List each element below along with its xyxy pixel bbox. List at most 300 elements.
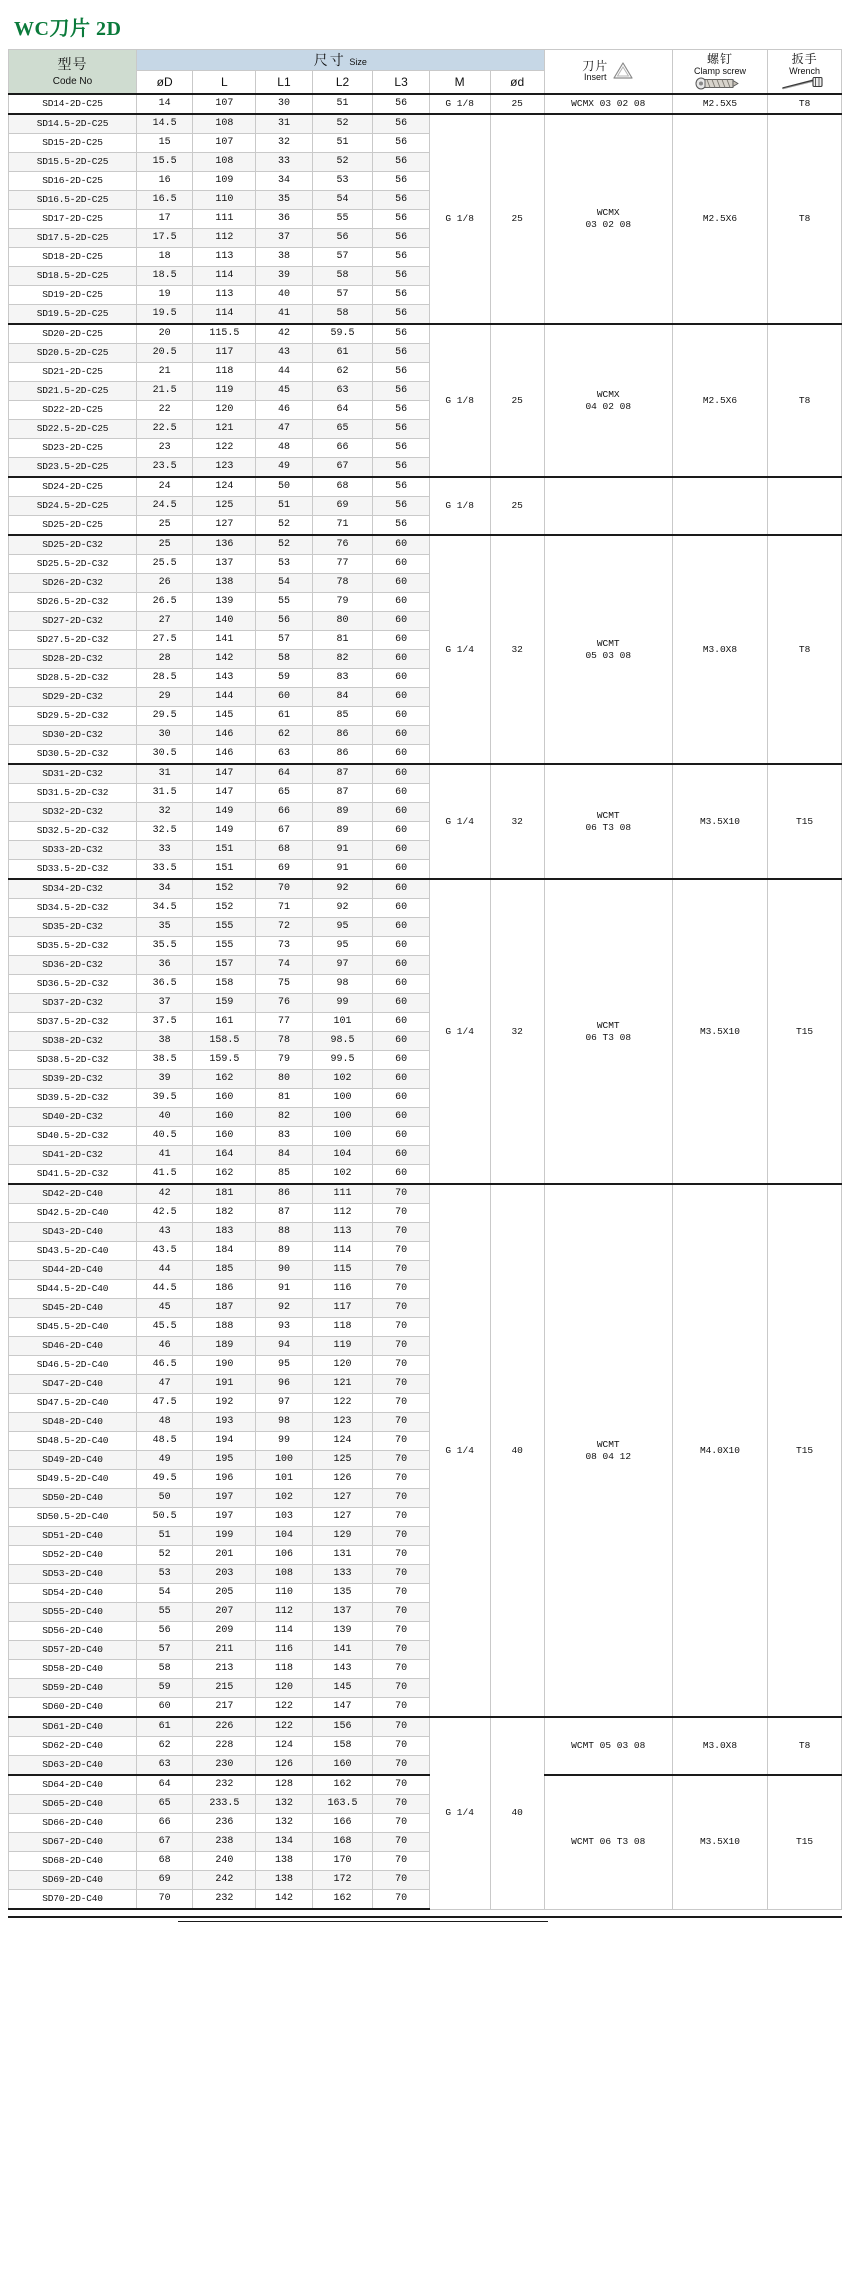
l3-cell: 60 xyxy=(373,1108,429,1127)
l1-cell: 38 xyxy=(256,248,312,267)
l-cell: 161 xyxy=(193,1013,256,1032)
l1-cell: 89 xyxy=(256,1242,312,1261)
code-cell: SD36.5-2D-C32 xyxy=(9,975,137,994)
wrench-cell xyxy=(768,477,842,535)
l3-cell: 56 xyxy=(373,439,429,458)
code-cell: SD52-2D-C40 xyxy=(9,1546,137,1565)
insert-line-2: 05 03 08 xyxy=(585,649,632,661)
l1-cell: 32 xyxy=(256,134,312,153)
l-cell: 117 xyxy=(193,344,256,363)
l3-cell: 70 xyxy=(373,1698,429,1718)
d-cell: 28.5 xyxy=(136,669,192,688)
insert-cell xyxy=(544,477,672,535)
d-cell: 16.5 xyxy=(136,191,192,210)
l1-cell: 66 xyxy=(256,803,312,822)
l3-cell: 70 xyxy=(373,1737,429,1756)
l1-cell: 34 xyxy=(256,172,312,191)
d-cell: 38 xyxy=(136,1032,192,1051)
l1-cell: 99 xyxy=(256,1432,312,1451)
l-cell: 112 xyxy=(193,229,256,248)
d-cell: 49 xyxy=(136,1451,192,1470)
d-cell: 45.5 xyxy=(136,1318,192,1337)
l1-cell: 82 xyxy=(256,1108,312,1127)
l-cell: 230 xyxy=(193,1756,256,1776)
wrench-cell: T15 xyxy=(768,1775,842,1909)
d-cell: 39.5 xyxy=(136,1089,192,1108)
l3-cell: 70 xyxy=(373,1756,429,1776)
insert-cell xyxy=(544,879,672,1184)
l1-cell: 53 xyxy=(256,555,312,574)
l3-cell: 70 xyxy=(373,1527,429,1546)
l-cell: 113 xyxy=(193,248,256,267)
d-cell: 18.5 xyxy=(136,267,192,286)
d-cell: 46.5 xyxy=(136,1356,192,1375)
d-cell: 31 xyxy=(136,764,192,784)
code-cell: SD43-2D-C40 xyxy=(9,1223,137,1242)
code-cell: SD42-2D-C40 xyxy=(9,1184,137,1204)
l3-cell: 56 xyxy=(373,286,429,305)
l1-cell: 42 xyxy=(256,324,312,344)
l-cell: 146 xyxy=(193,745,256,765)
d-cell: 65 xyxy=(136,1795,192,1814)
l-cell: 118 xyxy=(193,363,256,382)
l-cell: 182 xyxy=(193,1204,256,1223)
l2-cell: 99.5 xyxy=(312,1051,373,1070)
l-cell: 136 xyxy=(193,535,256,555)
l-cell: 110 xyxy=(193,191,256,210)
l-cell: 142 xyxy=(193,650,256,669)
d-cell: 32.5 xyxy=(136,822,192,841)
d-cell: 43 xyxy=(136,1223,192,1242)
l1-cell: 50 xyxy=(256,477,312,497)
header-insert-cn: 刀片 xyxy=(582,58,609,73)
code-cell: SD37.5-2D-C32 xyxy=(9,1013,137,1032)
d-cell: 25 xyxy=(136,535,192,555)
code-cell: SD49.5-2D-C40 xyxy=(9,1470,137,1489)
l-cell: 113 xyxy=(193,286,256,305)
l1-cell: 56 xyxy=(256,612,312,631)
l2-cell: 145 xyxy=(312,1679,373,1698)
code-cell: SD25.5-2D-C32 xyxy=(9,555,137,574)
l2-cell: 127 xyxy=(312,1489,373,1508)
header-size-en: Size xyxy=(349,57,367,67)
l1-cell: 114 xyxy=(256,1622,312,1641)
d-cell: 37 xyxy=(136,994,192,1013)
code-cell: SD58-2D-C40 xyxy=(9,1660,137,1679)
code-cell: SD35-2D-C32 xyxy=(9,918,137,937)
l1-cell: 72 xyxy=(256,918,312,937)
l-cell: 152 xyxy=(193,899,256,918)
insert-cell xyxy=(544,535,672,764)
d-cell: 18 xyxy=(136,248,192,267)
l1-cell: 93 xyxy=(256,1318,312,1337)
l1-cell: 124 xyxy=(256,1737,312,1756)
l-cell: 159 xyxy=(193,994,256,1013)
code-cell: SD22.5-2D-C25 xyxy=(9,420,137,439)
m-cell: G 1/8 xyxy=(429,324,490,477)
l2-cell: 78 xyxy=(312,574,373,593)
l1-cell: 57 xyxy=(256,631,312,650)
insert-cell xyxy=(544,114,672,324)
header-wrench xyxy=(768,50,842,95)
l1-cell: 69 xyxy=(256,860,312,880)
d-cell: 44.5 xyxy=(136,1280,192,1299)
l1-cell: 75 xyxy=(256,975,312,994)
code-cell: SD15-2D-C25 xyxy=(9,134,137,153)
od-cell: 25 xyxy=(490,114,544,324)
code-cell: SD27.5-2D-C32 xyxy=(9,631,137,650)
l3-cell: 70 xyxy=(373,1508,429,1527)
code-cell: SD59-2D-C40 xyxy=(9,1679,137,1698)
l-cell: 205 xyxy=(193,1584,256,1603)
l2-cell: 112 xyxy=(312,1204,373,1223)
l1-cell: 88 xyxy=(256,1223,312,1242)
l1-cell: 94 xyxy=(256,1337,312,1356)
l-cell: 127 xyxy=(193,516,256,536)
code-cell: SD50-2D-C40 xyxy=(9,1489,137,1508)
l-cell: 181 xyxy=(193,1184,256,1204)
l2-cell: 89 xyxy=(312,822,373,841)
d-cell: 66 xyxy=(136,1814,192,1833)
l2-cell: 122 xyxy=(312,1394,373,1413)
code-cell: SD51-2D-C40 xyxy=(9,1527,137,1546)
wrench-cell: T8 xyxy=(768,1717,842,1775)
code-cell: SD31-2D-C32 xyxy=(9,764,137,784)
l2-cell: 89 xyxy=(312,803,373,822)
l-cell: 137 xyxy=(193,555,256,574)
l2-cell: 56 xyxy=(312,229,373,248)
l1-cell: 132 xyxy=(256,1795,312,1814)
l3-cell: 60 xyxy=(373,841,429,860)
l-cell: 184 xyxy=(193,1242,256,1261)
l3-cell: 60 xyxy=(373,1127,429,1146)
l2-cell: 81 xyxy=(312,631,373,650)
l3-cell: 56 xyxy=(373,191,429,210)
l1-cell: 106 xyxy=(256,1546,312,1565)
d-cell: 20 xyxy=(136,324,192,344)
l1-cell: 83 xyxy=(256,1127,312,1146)
l1-cell: 96 xyxy=(256,1375,312,1394)
header-col-m: M xyxy=(429,71,490,95)
header-code-no xyxy=(9,50,137,95)
d-cell: 50 xyxy=(136,1489,192,1508)
l-cell: 189 xyxy=(193,1337,256,1356)
clamp-screw-cell: M2.5X6 xyxy=(672,324,767,477)
d-cell: 22.5 xyxy=(136,420,192,439)
l1-cell: 49 xyxy=(256,458,312,478)
l2-cell: 99 xyxy=(312,994,373,1013)
d-cell: 70 xyxy=(136,1890,192,1910)
l1-cell: 122 xyxy=(256,1717,312,1737)
code-cell: SD33-2D-C32 xyxy=(9,841,137,860)
l2-cell: 120 xyxy=(312,1356,373,1375)
d-cell: 33.5 xyxy=(136,860,192,880)
l2-cell: 79 xyxy=(312,593,373,612)
l1-cell: 61 xyxy=(256,707,312,726)
l2-cell: 123 xyxy=(312,1413,373,1432)
insert-line-2: 08 04 12 xyxy=(585,1450,632,1462)
l3-cell: 60 xyxy=(373,1013,429,1032)
code-cell: SD62-2D-C40 xyxy=(9,1737,137,1756)
l-cell: 139 xyxy=(193,593,256,612)
l-cell: 146 xyxy=(193,726,256,745)
d-cell: 32 xyxy=(136,803,192,822)
l2-cell: 166 xyxy=(312,1814,373,1833)
l2-cell: 143 xyxy=(312,1660,373,1679)
l2-cell: 172 xyxy=(312,1871,373,1890)
l3-cell: 70 xyxy=(373,1261,429,1280)
l2-cell: 100 xyxy=(312,1127,373,1146)
l2-cell: 119 xyxy=(312,1337,373,1356)
code-cell: SD30.5-2D-C32 xyxy=(9,745,137,765)
header-col-l2: L2 xyxy=(312,71,373,95)
l3-cell: 60 xyxy=(373,1051,429,1070)
l1-cell: 51 xyxy=(256,497,312,516)
l2-cell: 170 xyxy=(312,1852,373,1871)
l3-cell: 70 xyxy=(373,1622,429,1641)
l1-cell: 76 xyxy=(256,994,312,1013)
l2-cell: 86 xyxy=(312,745,373,765)
d-cell: 16 xyxy=(136,172,192,191)
code-cell: SD47.5-2D-C40 xyxy=(9,1394,137,1413)
code-cell: SD46.5-2D-C40 xyxy=(9,1356,137,1375)
l3-cell: 60 xyxy=(373,1070,429,1089)
l3-cell: 60 xyxy=(373,612,429,631)
l1-cell: 122 xyxy=(256,1698,312,1718)
d-cell: 42.5 xyxy=(136,1204,192,1223)
l-cell: 108 xyxy=(193,114,256,134)
l2-cell: 100 xyxy=(312,1108,373,1127)
header-insert xyxy=(544,50,672,95)
d-cell: 26 xyxy=(136,574,192,593)
header-insert-en: Insert xyxy=(583,72,607,83)
l3-cell: 70 xyxy=(373,1470,429,1489)
l-cell: 191 xyxy=(193,1375,256,1394)
triangle-insert-icon xyxy=(612,61,634,83)
d-cell: 23.5 xyxy=(136,458,192,478)
l-cell: 187 xyxy=(193,1299,256,1318)
d-cell: 25.5 xyxy=(136,555,192,574)
l2-cell: 137 xyxy=(312,1603,373,1622)
code-cell: SD56-2D-C40 xyxy=(9,1622,137,1641)
l-cell: 144 xyxy=(193,688,256,707)
clamp-screw-cell: M3.5X10 xyxy=(672,1775,767,1909)
od-cell: 25 xyxy=(490,324,544,477)
l1-cell: 86 xyxy=(256,1184,312,1204)
wrench-cell: T8 xyxy=(768,324,842,477)
od-cell: 32 xyxy=(490,535,544,764)
table-row xyxy=(9,1775,842,1795)
l2-cell: 86 xyxy=(312,726,373,745)
l3-cell: 60 xyxy=(373,784,429,803)
l1-cell: 68 xyxy=(256,841,312,860)
d-cell: 40 xyxy=(136,1108,192,1127)
l1-cell: 120 xyxy=(256,1679,312,1698)
header-wrench-en: Wrench xyxy=(789,65,821,76)
code-cell: SD20.5-2D-C25 xyxy=(9,344,137,363)
code-cell: SD57-2D-C40 xyxy=(9,1641,137,1660)
l-cell: 211 xyxy=(193,1641,256,1660)
l3-cell: 70 xyxy=(373,1641,429,1660)
l-cell: 109 xyxy=(193,172,256,191)
d-cell: 69 xyxy=(136,1871,192,1890)
l1-cell: 134 xyxy=(256,1833,312,1852)
l-cell: 190 xyxy=(193,1356,256,1375)
l3-cell: 60 xyxy=(373,688,429,707)
l-cell: 125 xyxy=(193,497,256,516)
l3-cell: 56 xyxy=(373,363,429,382)
d-cell: 17.5 xyxy=(136,229,192,248)
l3-cell: 56 xyxy=(373,477,429,497)
l3-cell: 70 xyxy=(373,1775,429,1795)
code-cell: SD66-2D-C40 xyxy=(9,1814,137,1833)
d-cell: 40.5 xyxy=(136,1127,192,1146)
insert-cell xyxy=(544,324,672,477)
header-size-group xyxy=(136,50,544,71)
d-cell: 37.5 xyxy=(136,1013,192,1032)
l2-cell: 121 xyxy=(312,1375,373,1394)
d-cell: 60 xyxy=(136,1698,192,1718)
l1-cell: 45 xyxy=(256,382,312,401)
l-cell: 207 xyxy=(193,1603,256,1622)
l2-cell: 115 xyxy=(312,1261,373,1280)
od-cell: 32 xyxy=(490,764,544,879)
l-cell: 151 xyxy=(193,841,256,860)
l-cell: 143 xyxy=(193,669,256,688)
d-cell: 47.5 xyxy=(136,1394,192,1413)
code-cell: SD44.5-2D-C40 xyxy=(9,1280,137,1299)
l3-cell: 70 xyxy=(373,1717,429,1737)
d-cell: 36.5 xyxy=(136,975,192,994)
l2-cell: 63 xyxy=(312,382,373,401)
d-cell: 29 xyxy=(136,688,192,707)
d-cell: 24 xyxy=(136,477,192,497)
insert-line-2: 03 02 08 xyxy=(585,219,632,230)
code-cell: SD18.5-2D-C25 xyxy=(9,267,137,286)
l3-cell: 70 xyxy=(373,1833,429,1852)
l3-cell: 70 xyxy=(373,1679,429,1698)
l2-cell: 71 xyxy=(312,516,373,536)
d-cell: 43.5 xyxy=(136,1242,192,1261)
l-cell: 157 xyxy=(193,956,256,975)
l1-cell: 54 xyxy=(256,574,312,593)
l3-cell: 56 xyxy=(373,305,429,325)
l2-cell: 117 xyxy=(312,1299,373,1318)
l1-cell: 110 xyxy=(256,1584,312,1603)
l-cell: 158 xyxy=(193,975,256,994)
l3-cell: 60 xyxy=(373,631,429,650)
d-cell: 33 xyxy=(136,841,192,860)
l1-cell: 84 xyxy=(256,1146,312,1165)
l-cell: 162 xyxy=(193,1165,256,1185)
l2-cell: 124 xyxy=(312,1432,373,1451)
screw-icon xyxy=(673,77,767,90)
l-cell: 140 xyxy=(193,612,256,631)
l3-cell: 70 xyxy=(373,1852,429,1871)
d-cell: 25 xyxy=(136,516,192,536)
l2-cell: 91 xyxy=(312,860,373,880)
table-row xyxy=(9,879,842,899)
l1-cell: 46 xyxy=(256,401,312,420)
l-cell: 203 xyxy=(193,1565,256,1584)
l2-cell: 80 xyxy=(312,612,373,631)
l-cell: 155 xyxy=(193,918,256,937)
l3-cell: 60 xyxy=(373,1146,429,1165)
l-cell: 188 xyxy=(193,1318,256,1337)
header-clamp-screw xyxy=(672,50,767,95)
l2-cell: 92 xyxy=(312,899,373,918)
l3-cell: 60 xyxy=(373,745,429,765)
wrench-cell: T8 xyxy=(768,114,842,324)
d-cell: 41 xyxy=(136,1146,192,1165)
code-cell: SD22-2D-C25 xyxy=(9,401,137,420)
l1-cell: 70 xyxy=(256,879,312,899)
l2-cell: 125 xyxy=(312,1451,373,1470)
l1-cell: 52 xyxy=(256,516,312,536)
l2-cell: 52 xyxy=(312,153,373,172)
l1-cell: 95 xyxy=(256,1356,312,1375)
code-cell: SD29.5-2D-C32 xyxy=(9,707,137,726)
l2-cell: 102 xyxy=(312,1165,373,1185)
l3-cell: 70 xyxy=(373,1795,429,1814)
l3-cell: 60 xyxy=(373,860,429,880)
l3-cell: 60 xyxy=(373,1032,429,1051)
insert-cell xyxy=(544,1184,672,1717)
code-cell: SD31.5-2D-C32 xyxy=(9,784,137,803)
l-cell: 138 xyxy=(193,574,256,593)
d-cell: 36 xyxy=(136,956,192,975)
l1-cell: 138 xyxy=(256,1871,312,1890)
l3-cell: 56 xyxy=(373,497,429,516)
l2-cell: 91 xyxy=(312,841,373,860)
code-cell: SD28.5-2D-C32 xyxy=(9,669,137,688)
l-cell: 209 xyxy=(193,1622,256,1641)
l2-cell: 53 xyxy=(312,172,373,191)
l3-cell: 60 xyxy=(373,707,429,726)
l-cell: 107 xyxy=(193,134,256,153)
code-cell: SD34-2D-C32 xyxy=(9,879,137,899)
l1-cell: 92 xyxy=(256,1299,312,1318)
l2-cell: 111 xyxy=(312,1184,373,1204)
l3-cell: 56 xyxy=(373,267,429,286)
code-cell: SD40-2D-C32 xyxy=(9,1108,137,1127)
l-cell: 195 xyxy=(193,1451,256,1470)
l1-cell: 60 xyxy=(256,688,312,707)
l3-cell: 56 xyxy=(373,401,429,420)
d-cell: 54 xyxy=(136,1584,192,1603)
l-cell: 155 xyxy=(193,937,256,956)
l1-cell: 102 xyxy=(256,1489,312,1508)
l-cell: 162 xyxy=(193,1070,256,1089)
m-cell: G 1/4 xyxy=(429,764,490,879)
l1-cell: 132 xyxy=(256,1814,312,1833)
l3-cell: 70 xyxy=(373,1299,429,1318)
table-body xyxy=(9,94,842,1909)
l3-cell: 56 xyxy=(373,229,429,248)
l-cell: 236 xyxy=(193,1814,256,1833)
l1-cell: 116 xyxy=(256,1641,312,1660)
code-cell: SD26-2D-C32 xyxy=(9,574,137,593)
table-row xyxy=(9,764,842,784)
l2-cell: 133 xyxy=(312,1565,373,1584)
d-cell: 49.5 xyxy=(136,1470,192,1489)
l-cell: 151 xyxy=(193,860,256,880)
header-col-l1: L1 xyxy=(256,71,312,95)
l1-cell: 142 xyxy=(256,1890,312,1910)
table-row xyxy=(9,94,842,114)
l3-cell: 70 xyxy=(373,1660,429,1679)
m-cell: G 1/4 xyxy=(429,879,490,1184)
